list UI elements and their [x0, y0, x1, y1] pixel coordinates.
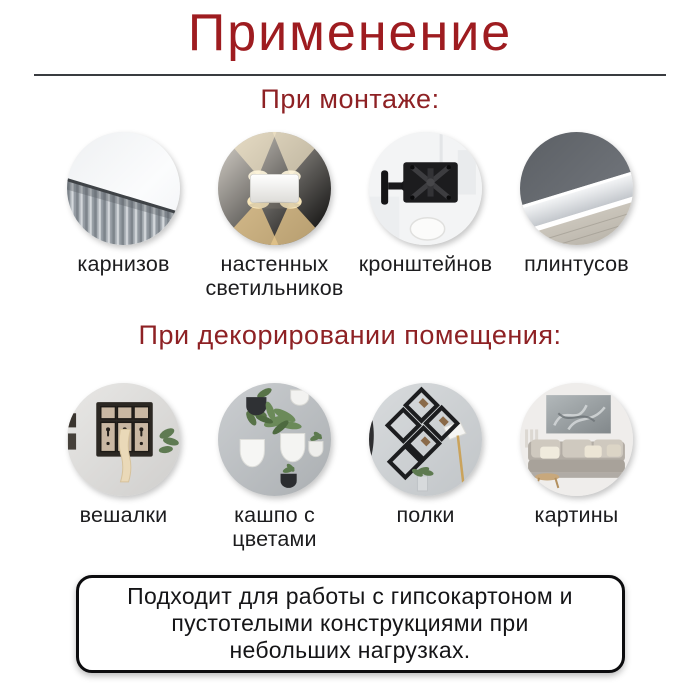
usage-item-curtain-rails	[48, 132, 199, 300]
usage-item-wall-lamps	[199, 132, 350, 300]
usage-label: настенных светильников	[205, 251, 344, 300]
usage-item-planters	[199, 383, 350, 551]
painting-sofa-photo	[520, 383, 633, 496]
section-heading-montage: При монтаже:	[260, 83, 440, 114]
usage-item-hangers	[48, 383, 199, 551]
usage-item-baseboards	[501, 132, 652, 300]
usage-label: плинтусов	[524, 251, 629, 276]
wall-planters-photo	[218, 383, 331, 496]
wall-lamp-photo	[218, 132, 331, 245]
usage-grid-decor	[48, 383, 652, 551]
usage-item-paintings	[501, 383, 652, 551]
footnote-line: небольших нагрузках.	[229, 636, 471, 663]
usage-label: кашпо с цветами	[232, 503, 317, 552]
usage-item-brackets	[350, 132, 501, 300]
wall-shelves-photo	[369, 383, 482, 496]
curtain-rail-photo	[67, 132, 180, 245]
footnote-line: пустотелыми конструкциями при	[171, 609, 529, 636]
page-title: Применение	[187, 4, 513, 62]
baseboard-led-photo	[520, 132, 633, 245]
tv-bracket-photo	[369, 132, 482, 245]
usage-label: полки	[396, 503, 455, 528]
usage-label: кронштейнов	[358, 251, 493, 276]
usage-label: карнизов	[77, 251, 170, 276]
footnote-line: Подходит для работы с гипсокартоном и	[127, 583, 573, 610]
usage-label: вешалки	[79, 503, 168, 528]
usage-label: картины	[534, 503, 619, 528]
divider	[34, 74, 666, 76]
usage-item-shelves	[350, 383, 501, 551]
section-heading-decor: При декорировании помещения:	[138, 320, 562, 350]
footnote-box	[76, 575, 625, 673]
wall-hanger-photo	[67, 383, 180, 496]
usage-grid-montage	[48, 132, 652, 300]
